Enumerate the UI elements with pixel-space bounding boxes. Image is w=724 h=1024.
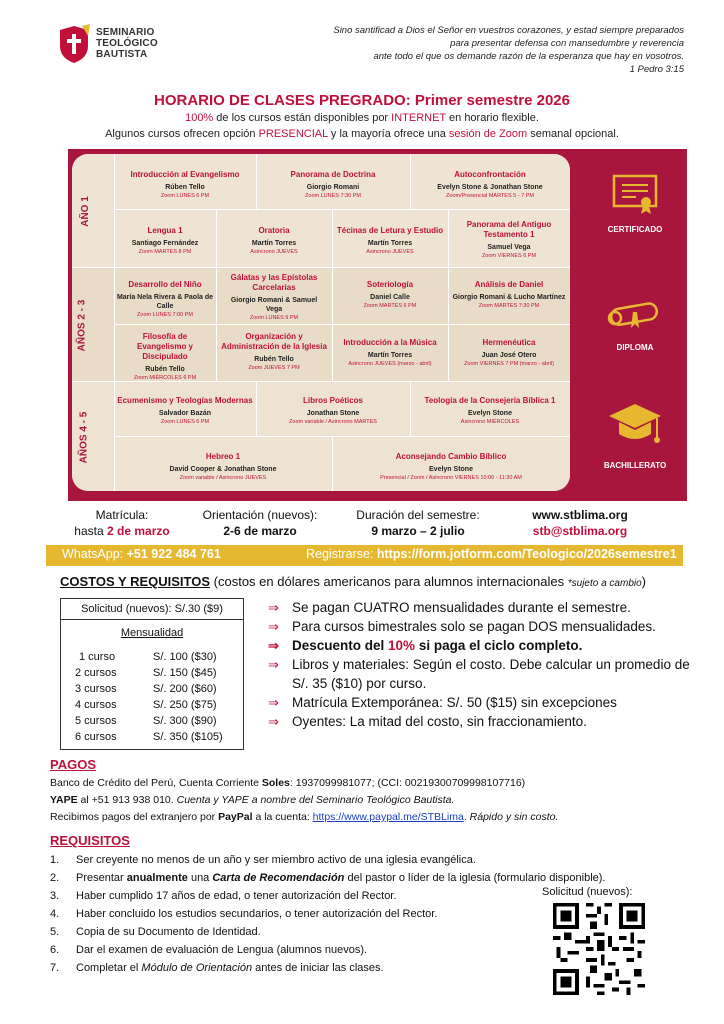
bible-verse xyxy=(324,24,684,76)
course-title: Filosofía de Evangelismo y Discipulado xyxy=(136,332,194,361)
orientacion-date: 2-6 de marzo xyxy=(223,524,297,538)
course-cell xyxy=(216,224,332,256)
bullet-text: Se pagan CUATRO mensualidades durante el semestre. xyxy=(292,600,631,615)
award-bachillerato xyxy=(590,400,680,470)
pagos-paypal-line xyxy=(50,811,558,823)
bullet-text: Libros y materiales: Según el costo. Debe calcular un promedio de S/. 35 ($10) por curso. xyxy=(292,657,690,691)
duracion-dates: 9 marzo – 2 julio xyxy=(371,524,465,538)
subtitle-text: en horario flexible. xyxy=(445,112,539,124)
requirement-text: Módulo de Orientación xyxy=(141,962,253,974)
course-schedule: Presencial / Zoom / Asincrono VIERNES 10:00 - 11:30 AM xyxy=(380,475,522,481)
requirement-item xyxy=(50,962,384,974)
course-cell xyxy=(114,394,256,426)
schedule-grid xyxy=(72,154,570,491)
bullet-text: si paga el ciclo completo. xyxy=(415,638,583,653)
award-certificate xyxy=(590,172,680,234)
register-label: Registrarse: xyxy=(306,547,377,561)
course-professor: Samuel Vega xyxy=(487,244,531,251)
fee-price: S/. 200 ($60) xyxy=(153,683,217,695)
diploma-scroll-icon xyxy=(605,294,665,334)
course-title: Panorama de Doctrina xyxy=(290,170,376,179)
bullet-text: Matrícula Extemporánea: S/. 50 ($15) sin excepciones xyxy=(292,695,617,710)
whatsapp-contact[interactable] xyxy=(62,547,221,561)
verse-line: ante todo el que os demande razón de la esperanza que hay en vosotros. xyxy=(373,51,684,62)
course-professor: Daniel Calle xyxy=(370,294,410,301)
requirement-text: anualmente xyxy=(126,872,188,884)
fee-price: S/. 300 ($90) xyxy=(153,715,217,727)
subtitle-zoom: sesión de Zoom xyxy=(448,128,528,140)
requirement-text: antes de iniciar las clases. xyxy=(252,962,384,974)
course-cell xyxy=(448,218,570,260)
course-schedule: Zoom LUNES 6 PM xyxy=(160,419,210,425)
course-cell xyxy=(332,224,448,256)
course-schedule: Zoom LUNES 7:00 PM xyxy=(137,312,193,318)
requirement-text: Haber concluido los estudios secundarios, o tener autorización del Rector. xyxy=(76,908,438,920)
pagos-heading: PAGOS xyxy=(50,757,96,772)
course-title: Aconsejando Cambio Bíblico xyxy=(395,452,507,461)
course-schedule: Zoom LUNES 7:30 PM xyxy=(305,193,361,199)
qr-code-icon[interactable] xyxy=(553,903,645,995)
year-label-1: AÑO 1 xyxy=(79,196,91,227)
website-link[interactable]: www.stblima.org xyxy=(532,508,628,522)
cost-bullet xyxy=(268,693,698,712)
requirement-text: Haber cumplido 17 años de edad, o tener autorización del Rector. xyxy=(76,890,397,902)
arrow-right-icon: ⇒ xyxy=(268,714,279,729)
verse-reference: 1 Pedro 3:15 xyxy=(629,64,684,75)
subtitle-options xyxy=(0,128,724,140)
requirement-number: 6. xyxy=(50,944,60,956)
subtitle-text: semanal opcional. xyxy=(527,128,619,140)
costs-note: (costos en dólares americanos para alumnos internacionales xyxy=(210,574,568,589)
fee-price: S/. 350 ($105) xyxy=(153,731,223,743)
requirement-item xyxy=(50,908,437,920)
course-title: Panorama del Antiguo Testamento 1 xyxy=(466,220,552,239)
whatsapp-label: WhatsApp: xyxy=(62,547,127,561)
cost-bullet xyxy=(268,712,698,731)
requirement-text: Completar el xyxy=(76,962,142,974)
pagos-soles: Soles xyxy=(261,777,290,789)
cost-bullet-discount xyxy=(268,636,698,655)
logo-line-1: SEMINARIO xyxy=(96,27,155,38)
page-title: HORARIO DE CLASES PREGRADO: Primer semestre 2026 xyxy=(154,92,570,109)
course-title: Desarrollo del Niño xyxy=(128,280,202,289)
course-cell xyxy=(256,394,410,426)
requisitos-heading: REQUISITOS xyxy=(50,833,130,848)
course-schedule: Zoom LUNES 6 PM xyxy=(160,193,210,199)
course-cell xyxy=(410,168,570,200)
course-cell xyxy=(410,394,570,426)
requirement-number: 5. xyxy=(50,926,60,938)
course-cell xyxy=(216,271,332,322)
course-schedule: Zoom LUNES 9 PM xyxy=(249,315,299,321)
register-link[interactable] xyxy=(306,547,677,561)
verse-line: Sino santificad a Dios el Señor en vuestros corazones, y estad siempre preparados xyxy=(333,25,684,36)
fee-price: S/. 150 ($45) xyxy=(153,667,217,679)
divider xyxy=(114,436,570,437)
course-title: Análisis de Daniel xyxy=(474,280,544,289)
course-cell xyxy=(114,450,332,482)
course-title: Introducción a la Música xyxy=(343,338,437,347)
arrow-right-icon: ⇒ xyxy=(268,695,279,710)
duracion-info xyxy=(338,507,498,539)
pagos-yape-line xyxy=(50,794,454,806)
course-cell xyxy=(332,336,448,368)
fee-courses: 5 cursos xyxy=(75,715,117,727)
cost-bullets xyxy=(268,598,698,731)
course-cell xyxy=(114,278,216,319)
course-cell xyxy=(448,336,570,368)
logo-line-3: BAUTISTA xyxy=(96,49,148,60)
application-fee: Solicitud (nuevos): S/.30 ($9) xyxy=(81,603,223,615)
requirement-item xyxy=(50,890,396,902)
email-link[interactable]: stb@stblima.org xyxy=(532,524,628,538)
requirement-number: 4. xyxy=(50,908,60,920)
course-cell xyxy=(114,330,216,382)
fee-price: S/. 100 ($30) xyxy=(153,651,217,663)
course-professor: Rubén Tello xyxy=(145,366,185,373)
contact-info xyxy=(510,507,650,539)
pagos-text: a la cuenta: xyxy=(252,811,313,823)
subtitle-internet: INTERNET xyxy=(391,112,446,124)
whatsapp-number[interactable]: +51 922 484 761 xyxy=(126,547,221,561)
fee-table xyxy=(60,598,244,750)
register-url[interactable]: https://form.jotform.com/Teologico/2026semestre1 xyxy=(376,547,677,561)
pagos-text: Banco de Crédito del Perú, Cuenta Corriente xyxy=(50,777,262,789)
matricula-prefix: hasta xyxy=(74,524,107,538)
course-professor: Santiago Fernández xyxy=(131,240,199,247)
year-label-2: AÑOS 2 - 3 xyxy=(76,299,88,352)
course-schedule: Zoom VIERNES 7 PM (marzo - abril) xyxy=(464,361,554,367)
fee-courses: 2 cursos xyxy=(75,667,117,679)
course-professor: Evelyn Stone xyxy=(429,466,473,473)
divider xyxy=(114,209,570,210)
course-schedule: Asincrono MIÉRCOLES xyxy=(460,419,520,425)
divider xyxy=(114,154,115,491)
divider xyxy=(114,324,570,325)
course-professor: Evelyn Stone xyxy=(468,410,512,417)
costs-note-end: ) xyxy=(641,574,647,589)
course-schedule: Zoom MIÉRCOLES 6 PM xyxy=(133,375,197,381)
whatsapp-bar xyxy=(46,545,683,566)
requirement-text: Ser creyente no menos de un año y ser miembro activo de una iglesia evangélica. xyxy=(76,854,476,866)
requirement-text: Copia de su Documento de Identidad. xyxy=(76,926,261,938)
course-cell xyxy=(114,224,216,256)
requirement-text: Carta de Recomendación xyxy=(212,872,345,884)
course-schedule: Zoom MARTES 7:30 PM xyxy=(478,303,540,309)
course-title: Hebreo 1 xyxy=(205,452,241,461)
course-professor: Jonathan Stone xyxy=(306,410,360,417)
course-schedule: Zoom VIERNES 6 PM xyxy=(481,253,537,259)
course-schedule: Zoom MARTES 8 PM xyxy=(138,249,192,255)
year-label-3: AÑOS 4 - 5 xyxy=(78,411,90,464)
course-cell xyxy=(332,450,570,482)
discount-percent: 10% xyxy=(388,638,416,653)
course-professor: Martín Torres xyxy=(367,240,413,247)
course-schedule: Asincrono JUEVES xyxy=(366,249,414,255)
course-title: Gálatas y las Epístolas Carcelarias xyxy=(230,273,318,292)
course-professor: David Cooper & Jonathan Stone xyxy=(169,466,277,473)
matricula-date: 2 de marzo xyxy=(107,524,170,538)
course-professor: Giorgio Romani & Samuel Vega xyxy=(230,297,318,313)
orientacion-info xyxy=(185,507,335,539)
requirement-item xyxy=(50,944,367,956)
course-cell xyxy=(332,278,448,310)
course-professor: Giorgio Romani & Lucho Martínez xyxy=(452,294,566,301)
logo-line-2: TEOLÓGICO xyxy=(96,38,158,49)
orientacion-label: Orientación (nuevos): xyxy=(202,508,318,522)
requirement-text: del pastor o líder de la iglesia (formulario disponible). xyxy=(344,872,606,884)
cost-bullet xyxy=(268,655,698,693)
requirement-number: 3. xyxy=(50,890,60,902)
pagos-text: . xyxy=(463,811,470,823)
cost-bullet xyxy=(268,617,698,636)
course-cell xyxy=(448,278,570,310)
course-title: Soteriología xyxy=(366,280,414,289)
pagos-text: Recibimos pagos del extranjero por xyxy=(50,811,219,823)
costs-title: COSTOS Y REQUISITOS xyxy=(60,574,211,589)
subtitle-presencial: PRESENCIAL xyxy=(258,128,328,140)
course-professor: Martín Torres xyxy=(367,352,413,359)
pagos-text: Rápido y sin costo. xyxy=(469,811,559,823)
subtitle-text: Algunos cursos ofrecen opción xyxy=(105,128,259,140)
cost-bullet xyxy=(268,598,698,617)
course-schedule: Zoom/Presencial MARTES 5 - 7 PM xyxy=(446,193,534,199)
course-title: Autoconfrontación xyxy=(454,170,526,179)
certificate-icon xyxy=(610,172,660,216)
award-label: CERTIFICADO xyxy=(607,225,663,234)
arrow-right-icon: ⇒ xyxy=(268,600,279,615)
seminary-logo xyxy=(58,24,208,72)
fee-courses: 6 cursos xyxy=(75,731,117,743)
course-cell xyxy=(256,168,410,200)
arrow-right-icon: ⇒ xyxy=(268,638,279,653)
subtitle-text: de los cursos están disponibles por xyxy=(213,112,392,124)
course-professor: Martín Torres xyxy=(251,240,297,247)
requirement-number: 7. xyxy=(50,962,60,974)
course-schedule: Zoom variable / Asincrono JUEVES xyxy=(179,475,267,481)
bullet-text: Oyentes: La mitad del costo, sin fraccionamiento. xyxy=(292,714,587,729)
course-title: Introducción al Evangelismo xyxy=(130,170,240,179)
arrow-right-icon: ⇒ xyxy=(268,619,279,634)
course-schedule: Asincrono JUEVES (marzo - abril) xyxy=(348,361,432,367)
costs-note-subject: *sujeto a cambio xyxy=(567,578,642,589)
course-schedule: Asincrono JUEVES xyxy=(250,249,298,255)
course-professor: Salvador Bazán xyxy=(158,410,212,417)
divider xyxy=(61,619,243,620)
arrow-right-icon: ⇒ xyxy=(268,657,279,672)
course-professor: Giorgio Romani xyxy=(306,184,360,191)
course-professor: Rúben Tello xyxy=(165,184,205,191)
bullet-text: Descuento del xyxy=(292,638,389,653)
award-label: BACHILLERATO xyxy=(603,461,667,470)
subtitle-text: y la mayoría ofrece una xyxy=(327,128,449,140)
pagos-yape: YAPE xyxy=(50,794,78,806)
pagos-text: al +51 913 938 010. xyxy=(77,794,177,806)
course-cell xyxy=(216,330,332,372)
course-title: Lengua 1 xyxy=(147,226,183,235)
course-professor: María Nela Rivera & Paola de Calle xyxy=(116,294,214,310)
course-title: Teología de la Consejería Bíblica 1 xyxy=(424,396,556,405)
requirement-text: una xyxy=(187,872,213,884)
course-schedule: Zoom variable / Asincrono MARTES xyxy=(289,419,377,425)
matricula-label: Matrícula: xyxy=(95,508,149,522)
requirement-item xyxy=(50,926,261,938)
qr-label: Solicitud (nuevos): xyxy=(542,886,633,898)
matricula-info xyxy=(62,507,182,539)
subtitle-percent: 100% xyxy=(185,112,214,124)
fee-price: S/. 250 ($75) xyxy=(153,699,217,711)
pagos-bank-line xyxy=(50,777,525,789)
course-cell xyxy=(114,168,256,200)
graduation-cap-icon xyxy=(605,400,665,452)
course-professor: Juan José Otero xyxy=(481,352,537,359)
requirement-item xyxy=(50,854,476,866)
requirement-text: Presentar xyxy=(76,872,127,884)
fee-courses: 4 cursos xyxy=(75,699,117,711)
divider xyxy=(72,267,570,268)
paypal-link[interactable]: https://www.paypal.me/STBLima xyxy=(312,811,464,823)
requirement-text: Dar el examen de evaluación de Lengua (alumnos nuevos). xyxy=(76,944,368,956)
pagos-text: : 1937099981077; (CCI: 00219300709998107716) xyxy=(289,777,526,789)
shield-cross-icon xyxy=(58,24,90,64)
requirement-number: 1. xyxy=(50,854,60,866)
duracion-label: Duración del semestre: xyxy=(356,508,480,522)
course-schedule: Zoom MARTES 6 PM xyxy=(363,303,417,309)
course-title: Hermenéutica xyxy=(482,338,536,347)
award-label: DIPLOMA xyxy=(616,343,654,352)
course-title: Organización y Administración de la Iglesia xyxy=(221,332,327,351)
course-title: Libros Poéticos xyxy=(302,396,363,405)
monthly-heading: Mensualidad xyxy=(120,627,184,639)
subtitle-online xyxy=(0,112,724,124)
course-professor: Rubén Tello xyxy=(254,356,294,363)
course-title: Oratoria xyxy=(258,226,290,235)
award-diploma xyxy=(590,294,680,352)
pagos-paypal: PayPal xyxy=(218,811,253,823)
course-title: Técinas de Letura y Estudio xyxy=(336,226,444,235)
requirement-item xyxy=(50,872,605,884)
fee-courses: 1 curso xyxy=(79,651,116,663)
requirement-number: 2. xyxy=(50,872,60,884)
course-professor: Evelyn Stone & Jonathan Stone xyxy=(437,184,543,191)
pagos-text: Cuenta y YAPE a nombre del Seminario Teológico Bautista. xyxy=(176,794,455,806)
course-schedule: Zoom JUEVES 7 PM xyxy=(248,365,300,371)
verse-line: para presentar defensa con mansedumbre y reverencia xyxy=(450,38,684,49)
fee-courses: 3 cursos xyxy=(75,683,117,695)
course-title: Ecumenismo y Teologías Modernas xyxy=(117,396,253,405)
bullet-text: Para cursos bimestrales solo se pagan DOS mensualidades. xyxy=(292,619,656,634)
costs-heading xyxy=(60,574,646,589)
